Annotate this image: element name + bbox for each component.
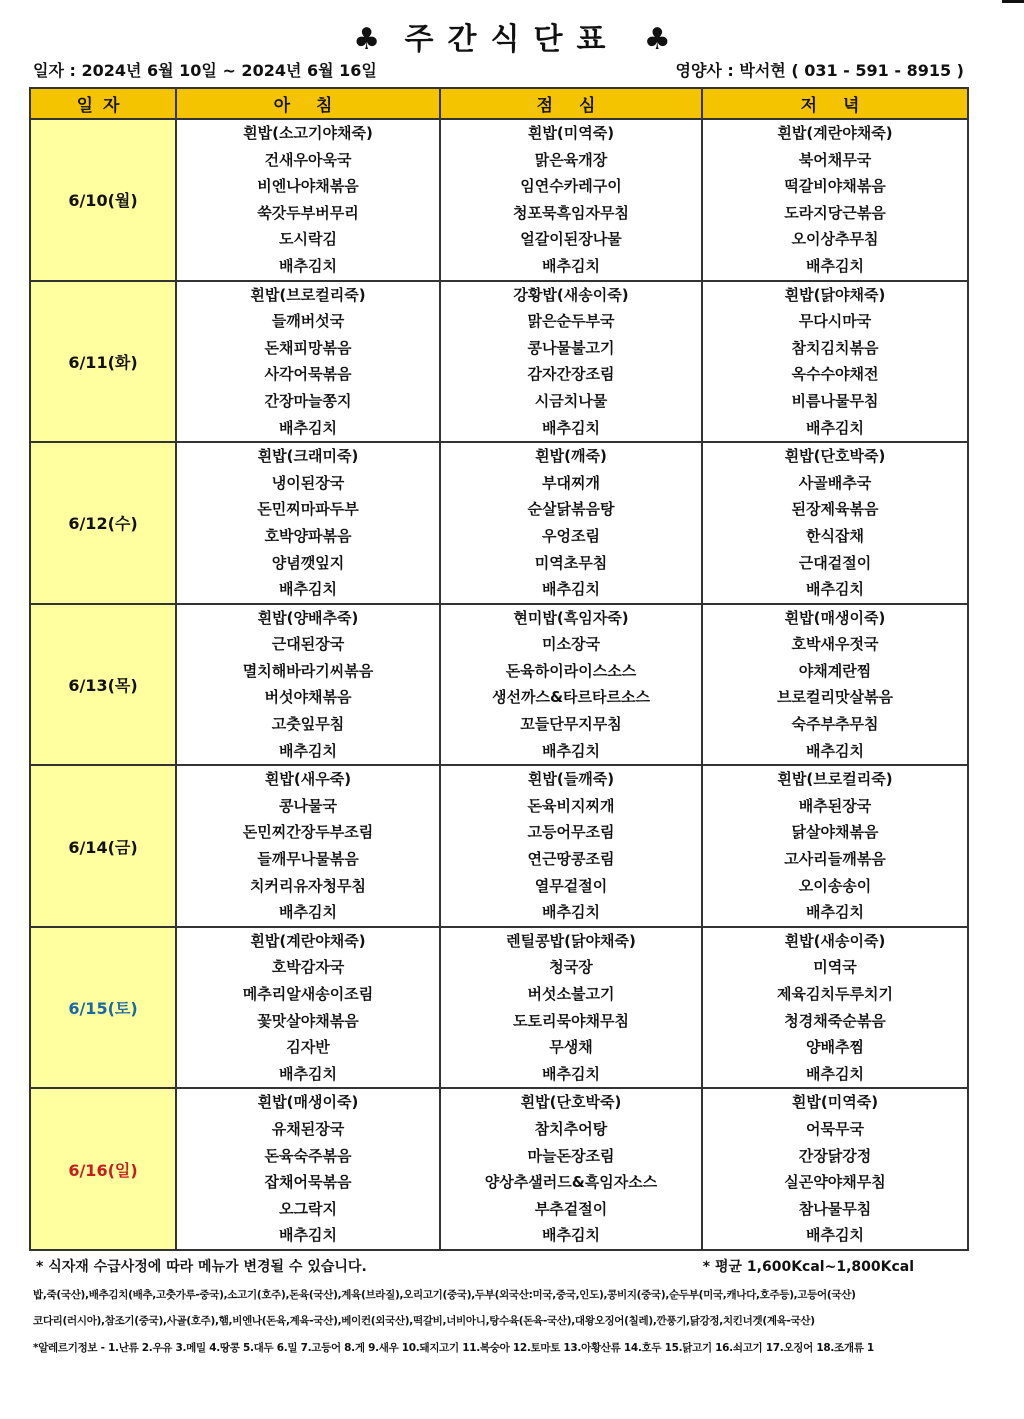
menu-item: 흰밥(브로컬리죽) bbox=[250, 285, 366, 304]
menu-item: 렌틸콩밥(닭야채죽) bbox=[506, 931, 636, 950]
menu-item: 오이상추무침 bbox=[791, 230, 879, 249]
menu-item: 닭살야채볶음 bbox=[791, 823, 879, 842]
day-row bbox=[30, 765, 968, 927]
menu-item: 청포묵흑임자무침 bbox=[513, 203, 629, 222]
menu-item: 참나물무침 bbox=[798, 1199, 872, 1218]
menu-item: 배추김치 bbox=[806, 903, 864, 922]
menu-item: 콩나물불고기 bbox=[527, 338, 615, 357]
menu-item: 북어채무국 bbox=[798, 150, 872, 169]
menu-item: 들깨버섯국 bbox=[271, 312, 345, 331]
lunch-cell bbox=[440, 442, 702, 604]
menu-item: 된장제육볶음 bbox=[791, 500, 879, 519]
day-row bbox=[30, 442, 968, 604]
day-row bbox=[30, 1088, 968, 1250]
menu-item: 콩나물국 bbox=[279, 796, 337, 815]
menu-item: 부추겉절이 bbox=[534, 1199, 608, 1218]
menu-item: 배추김치 bbox=[279, 1226, 337, 1245]
dinner-cell bbox=[702, 1088, 968, 1250]
menu-item: 버섯소불고기 bbox=[527, 985, 615, 1003]
breakfast-cell bbox=[176, 1088, 440, 1250]
col-header-lunch: 점 심 bbox=[440, 88, 702, 119]
menu-item: 멸치해바라기씨볶음 bbox=[242, 661, 374, 680]
menu-item: 흰밥(양배추죽) bbox=[257, 608, 359, 627]
menu-item: 비엔나야채볶음 bbox=[257, 177, 359, 196]
corner-mark bbox=[1002, 0, 1024, 3]
date-cell: 6/13(목) bbox=[30, 604, 176, 766]
menu-item: 미역초무침 bbox=[534, 553, 608, 572]
menu-item: 숙주부추무침 bbox=[791, 715, 879, 734]
date-cell: 6/16(일) bbox=[30, 1088, 176, 1250]
menu-item: 비름나물무침 bbox=[791, 391, 879, 410]
origin-info-line-2: 코다리(러시아),참조기(중국),사골(호주),햄,비엔나(돈육,계육-국산),베이컨(외국산),떡갈비,너비아니,탕수육(돈육-국산),대왕오징어(칠레),깐풍기,닭강정,치킨너겟(계육-국산) bbox=[33, 1315, 815, 1327]
breakfast-cell bbox=[176, 119, 440, 281]
menu-item: 돈민찌마파두부 bbox=[257, 500, 359, 519]
menu-item: 청경채죽순볶음 bbox=[784, 1011, 886, 1030]
lunch-cell bbox=[440, 927, 702, 1089]
menu-item: 흰밥(브로컬리죽) bbox=[777, 770, 893, 789]
menu-item: 흰밥(깨죽) bbox=[535, 447, 607, 466]
breakfast-cell bbox=[176, 281, 440, 443]
calorie-notice: * 평균 1,600Kcal~1,800Kcal bbox=[702, 1259, 914, 1275]
menu-item: 근대된장국 bbox=[271, 635, 345, 654]
menu-item: 무다시마국 bbox=[798, 312, 872, 331]
menu-item: 배추김치 bbox=[542, 903, 600, 922]
menu-item: 돈민찌간장두부조림 bbox=[242, 823, 374, 842]
dinner-cell bbox=[702, 281, 968, 443]
menu-item: 배추김치 bbox=[806, 418, 864, 437]
menu-item: 흰밥(소고기야채죽) bbox=[243, 124, 373, 142]
menu-item: 도시락김 bbox=[279, 230, 337, 249]
menu-item: 흰밥(새우죽) bbox=[264, 770, 352, 789]
menu-item: 들깨무나물볶음 bbox=[257, 850, 359, 869]
menu-item: 김자반 bbox=[286, 1038, 330, 1057]
dinner-cell bbox=[702, 442, 968, 604]
day-row bbox=[30, 927, 968, 1089]
menu-item: 임연수카레구이 bbox=[520, 177, 622, 196]
breakfast-cell bbox=[176, 442, 440, 604]
lunch-cell bbox=[440, 119, 702, 281]
menu-item: 오이송송이 bbox=[798, 876, 872, 895]
dinner-cell bbox=[702, 119, 968, 281]
menu-item: 근대겉절이 bbox=[798, 553, 872, 572]
menu-item: 돈채피망볶음 bbox=[264, 338, 352, 357]
date-cell: 6/14(금) bbox=[30, 765, 176, 927]
menu-item: 순살닭볶음탕 bbox=[527, 500, 615, 519]
menu-item: 배추김치 bbox=[279, 256, 337, 275]
menu-item: 흰밥(단호박죽) bbox=[520, 1093, 622, 1112]
dinner-cell bbox=[702, 765, 968, 927]
menu-item: 양상추샐러드&흑임자소스 bbox=[484, 1173, 658, 1192]
menu-item: 호박감자국 bbox=[271, 958, 345, 977]
lunch-cell bbox=[440, 1088, 702, 1250]
club-icon-right: ♣ bbox=[643, 22, 671, 57]
menu-item: 배추김치 bbox=[279, 1064, 337, 1083]
menu-item: 사각어묵볶음 bbox=[264, 365, 352, 384]
menu-item: 현미밥(흑임자죽) bbox=[513, 608, 629, 627]
menu-item: 강황밥(새송이죽) bbox=[513, 285, 629, 304]
date-cell: 6/11(화) bbox=[30, 281, 176, 443]
menu-item: 양배추찜 bbox=[806, 1038, 864, 1057]
date-cell: 6/10(월) bbox=[30, 119, 176, 281]
menu-item: 배추된장국 bbox=[798, 796, 872, 815]
title-text: 주간식단표 bbox=[404, 22, 620, 57]
menu-item: 맑은육개장 bbox=[534, 150, 608, 169]
menu-table bbox=[29, 87, 969, 1251]
menu-item: 도토리묵야채무침 bbox=[513, 1011, 629, 1030]
menu-item: 돈육비지찌개 bbox=[527, 796, 615, 815]
menu-item: 미소장국 bbox=[542, 635, 600, 654]
menu-item: 배추김치 bbox=[542, 256, 600, 275]
menu-item: 잡채어묵볶음 bbox=[264, 1173, 352, 1192]
menu-item: 참치김치볶음 bbox=[791, 338, 879, 357]
menu-item: 옥수수야채전 bbox=[791, 365, 879, 384]
menu-item: 메추리알새송이조림 bbox=[242, 985, 374, 1003]
club-icon-left: ♣ bbox=[353, 22, 381, 57]
menu-item: 흰밥(단호박죽) bbox=[784, 447, 886, 466]
page-title bbox=[0, 14, 1024, 58]
menu-item: 청국장 bbox=[549, 958, 593, 977]
menu-item: 간장닭강정 bbox=[798, 1146, 872, 1165]
menu-item: 맑은순두부국 bbox=[527, 312, 615, 331]
menu-item: 떡갈비야채볶음 bbox=[784, 177, 886, 196]
col-header-dinner: 저 녁 bbox=[702, 88, 968, 119]
menu-item: 제육김치두루치기 bbox=[777, 985, 893, 1003]
menu-item: 마늘돈장조림 bbox=[527, 1146, 615, 1165]
menu-item: 한식잡채 bbox=[806, 526, 864, 545]
header-row bbox=[30, 88, 968, 119]
menu-item: 배추김치 bbox=[279, 580, 337, 599]
breakfast-cell bbox=[176, 927, 440, 1089]
breakfast-cell bbox=[176, 765, 440, 927]
menu-item: 흰밥(매생이죽) bbox=[784, 608, 886, 627]
menu-item: 호박양파볶음 bbox=[264, 526, 352, 545]
menu-item: 감자간장조림 bbox=[527, 365, 615, 384]
menu-item: 야채계란찜 bbox=[798, 661, 872, 680]
menu-item: 배추김치 bbox=[542, 580, 600, 599]
menu-item: 연근땅콩조림 bbox=[527, 850, 615, 869]
menu-item: 꼬들단무지무침 bbox=[520, 715, 622, 734]
menu-item: 쑥갓두부버무리 bbox=[257, 203, 359, 222]
menu-item: 배추김치 bbox=[806, 256, 864, 275]
menu-item: 건새우아욱국 bbox=[264, 150, 352, 169]
allergy-info: *알레르기정보 - 1.난류 2.우유 3.메밀 4.땅콩 5.대두 6.밀 7.고등어 8.게 9.새우 10.돼지고기 11.복숭아 12.토마토 13.아황산류 14.호두 15.닭고기 16.쇠고기 17.오징어 18.조개류 1 bbox=[33, 1342, 874, 1354]
date-cell: 6/12(수) bbox=[30, 442, 176, 604]
menu-item: 사골배추국 bbox=[798, 473, 872, 492]
period-label: 일자 : 2024년 6월 10일 ~ 2024년 6월 16일 bbox=[33, 61, 377, 80]
menu-item: 냉이된장국 bbox=[271, 473, 345, 492]
day-row bbox=[30, 604, 968, 766]
menu-item: 간장마늘쫑지 bbox=[264, 391, 352, 410]
menu-item: 배추김치 bbox=[542, 741, 600, 760]
menu-item: 흰밥(들깨죽) bbox=[527, 770, 615, 789]
menu-item: 우엉조림 bbox=[542, 526, 600, 545]
menu-item: 흰밥(매생이죽) bbox=[257, 1093, 359, 1112]
menu-item: 도라지당근볶음 bbox=[784, 203, 886, 222]
menu-item: 배추김치 bbox=[279, 903, 337, 922]
menu-item: 고등어무조림 bbox=[527, 823, 615, 842]
menu-item: 배추김치 bbox=[542, 1226, 600, 1245]
menu-item: 미역국 bbox=[813, 958, 857, 977]
menu-item: 고사리들깨볶음 bbox=[784, 850, 886, 869]
menu-item: 흰밥(닭야채죽) bbox=[784, 285, 886, 304]
menu-item: 배추김치 bbox=[806, 1064, 864, 1083]
breakfast-cell bbox=[176, 604, 440, 766]
menu-item: 배추김치 bbox=[806, 1226, 864, 1245]
menu-item: 시금치나물 bbox=[534, 391, 608, 410]
origin-info-line-1: 밥,죽(국산),배추김치(배추,고춧가루-중국),소고기(호주),돈육(국산),계육(브라질),오리고기(중국),두부(외국산:미국,중국,인도),콩비지(중국),순두부(미국,캐나다,호주등),고등어(국산) bbox=[33, 1289, 856, 1301]
lunch-cell bbox=[440, 281, 702, 443]
dinner-cell bbox=[702, 927, 968, 1089]
menu-item: 배추김치 bbox=[279, 741, 337, 760]
lunch-cell bbox=[440, 604, 702, 766]
menu-item: 실곤약야채무침 bbox=[784, 1173, 886, 1192]
dinner-cell bbox=[702, 604, 968, 766]
menu-item: 열무겉절이 bbox=[534, 876, 608, 895]
lunch-cell bbox=[440, 765, 702, 927]
menu-item: 흰밥(계란야채죽) bbox=[250, 931, 366, 950]
day-row bbox=[30, 281, 968, 443]
menu-item: 배추김치 bbox=[806, 580, 864, 599]
menu-item: 어묵무국 bbox=[806, 1119, 864, 1138]
date-cell: 6/15(토) bbox=[30, 927, 176, 1089]
menu-item: 치커리유자청무침 bbox=[250, 876, 366, 895]
menu-change-notice: * 식자재 수급사정에 따라 메뉴가 변경될 수 있습니다. bbox=[36, 1259, 367, 1275]
menu-item: 배추김치 bbox=[806, 741, 864, 760]
menu-item: 돈육하이라이스소스 bbox=[505, 661, 637, 680]
menu-item: 배추김치 bbox=[279, 418, 337, 437]
menu-item: 브로컬리맛살볶음 bbox=[777, 688, 893, 707]
menu-item: 흰밥(크래미죽) bbox=[257, 447, 359, 466]
menu-item: 배추김치 bbox=[542, 418, 600, 437]
menu-item: 꽃맛살야채볶음 bbox=[257, 1011, 359, 1030]
menu-item: 버섯야채볶음 bbox=[264, 688, 352, 707]
menu-item: 고춧잎무침 bbox=[271, 715, 345, 734]
day-row bbox=[30, 119, 968, 281]
menu-item: 흰밥(계란야채죽) bbox=[777, 124, 893, 142]
menu-item: 양념깻잎지 bbox=[271, 553, 345, 572]
menu-item: 참치추어탕 bbox=[534, 1119, 608, 1138]
menu-item: 흰밥(미역죽) bbox=[791, 1093, 879, 1112]
menu-item: 배추김치 bbox=[542, 1064, 600, 1083]
menu-item: 부대찌개 bbox=[542, 473, 600, 492]
menu-item: 얼갈이된장나물 bbox=[520, 230, 622, 249]
menu-item: 돈육숙주볶음 bbox=[264, 1146, 352, 1165]
menu-item: 흰밥(새송이죽) bbox=[784, 931, 886, 950]
menu-item: 오그락지 bbox=[279, 1199, 337, 1218]
menu-item: 유채된장국 bbox=[271, 1119, 345, 1138]
menu-item: 흰밥(미역죽) bbox=[527, 124, 615, 142]
col-header-breakfast: 아 침 bbox=[176, 88, 440, 119]
menu-body bbox=[30, 119, 968, 1250]
menu-item: 생선까스&타르타르소스 bbox=[492, 688, 650, 707]
col-header-date: 일자 bbox=[30, 88, 176, 119]
menu-item: 무생채 bbox=[549, 1038, 593, 1057]
menu-item: 호박새우젓국 bbox=[791, 635, 879, 654]
dietitian-label: 영양사 : 박서현 ( 031 - 591 - 8915 ) bbox=[675, 61, 964, 80]
